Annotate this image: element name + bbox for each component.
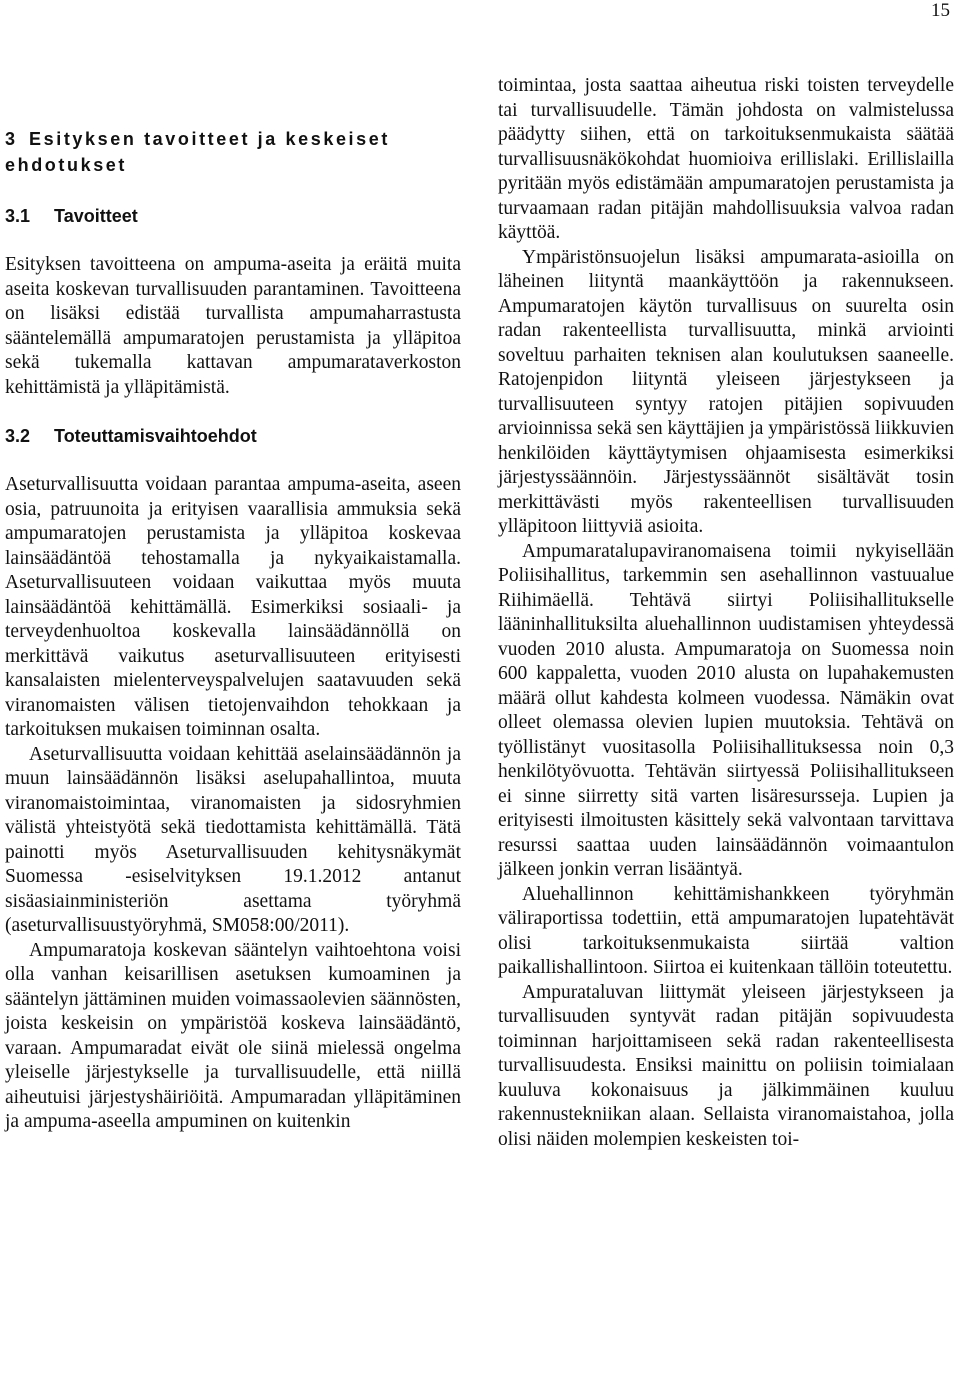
- subsection-number: 3.1: [5, 206, 31, 226]
- paragraph: Ampumaratoja koskevan sääntelyn vaihtoehtona voisi olla vanhan keisarillisen asetuksen kumoaminen ja sääntelyn jättäminen muiden voimassaolevien säännösten, joista keskeisin on ympäristöä koskeva lainsäädäntö, varaan. Ampumaradat eivät ole siinä mielessä ongelma yleiselle järjestykselle ja turvallisuudelle, että niillä aiheutuisi järjestyshäiriöitä. Ampumaradan ylläpitäminen ja ampuma-aseella ampuminen on kuitenkin: [5, 939, 461, 1132]
- paragraph: Ampurataluvan liittymät yleiseen järjestykseen ja turvallisuuden syntyvät radan pitäjän sopivuudesta toiminnan harjoittamiseen sekä radan rakenteellisesta turvallisuudesta. Ensiksi mainittu on poliisin toimialaan kuuluva kokonaisuus ja jälkimmäinen kuuluu rakennustekniikan alaan. Sellaista viranomaistahoa, jolla olisi näiden molempien keskeisten toi-: [498, 981, 954, 1150]
- paragraph: Esityksen tavoitteena on ampuma-aseita ja eräitä muita aseita koskevan turvallisuuden parantaminen. Tavoitteena on lisäksi edistää turvallista ampumaharrastusta sääntelemällä ampumaratojen perustamista ja ylläpitoa sekä tukemalla kattavan ampumarataverkoston kehittämistä ja ylläpitämistä.: [5, 254, 461, 398]
- section-title: Esityksen tavoitteet ja keskeiset ehdotukset: [5, 129, 390, 175]
- paragraph: Ympäristönsuojelun lisäksi ampumarata-asioilla on läheinen liityntä maankäyttöön ja rakennukseen. Ampumaratojen käytön turvallisuus on suurelta osin radan rakenteellista turvallisuutta, minkä arviointi soveltuu parhaiten teknisen alan koulutuksen saaneelle. Ratojenpidon liityntä yleiseen järjestykseen ja turvallisuuteen syntyy ratojen pitäjien sopivuuden arvioinnissa sekä sen käyttäjien ja ympäristössä liikkuvien henkilöiden käyttäytymisen ohjaamisesta esimerkiksi järjestyssäännöin. Järjestyssäännöt sisältävät tosin merkittävästi myös rakenteellisen turvallisuuden ylläpitoon liittyviä asioita.: [498, 246, 954, 537]
- right-column: [498, 74, 954, 1152]
- page-number: 15: [931, 0, 950, 21]
- section-heading: [5, 126, 461, 178]
- paragraph: toimintaa, josta saattaa aiheutua riski toisten terveydelle tai turvallisuudelle. Tämän johdosta on valmistelussa päädytty siihen, että on tarkoituksenmukaista säätää turvallisuusnäkökohdat huomioiva erillislaki. Erillislailla pyritään myös edistämään ampumaratojen perustamista ja turvaamaan radan pitäjän mahdollisuuksia valvoa radan käyttöä.: [498, 75, 954, 243]
- paragraph: Ampumaratalupaviranomaisena toimii nykyisellään Poliisihallitus, tarkemmin sen asehallinnon vastuualue Riihimäellä. Tehtävä siirtyi Poliisihallitukselle lääninhallituksilta aluehallinnon uudistamisen yhteydessä vuoden 2010 alusta. Ampumaratoja on Suomessa noin 600 kappaletta, vuoden 2010 alusta on lupahakemusten määrä ollut kahdesta kolmeen vuodessa. Nämäkin ovat olleet olemassa olevien lupien muutoksia. Tehtävä on työllistänyt vuositasolla Poliisihallituksessa noin 0,3 henkilötyövuotta. Tehtävän siirtyessä Poliisihallitukseen ei sinne siirretty sitä varten lisäresursseja. Lupien ja erityisesti ilmoitusten käsittely sekä valvontaan tarvittava resurssi saattaa uuden lainsäädännön voimaantulon jälkeen jonkin verran lisääntyä.: [498, 540, 954, 880]
- left-column: [5, 126, 461, 1135]
- paragraph: Aluehallinnon kehittämishankkeen työryhmän väliraportissa todettiin, että ampumaratojen lupatehtävät olisi tarkoituksenmukaista siirtää valtion paikallishallintoon. Siirtoa ei kuitenkaan tällöin toteutettu.: [498, 883, 954, 978]
- subsection-heading-options: [5, 424, 461, 448]
- subsection-heading-goals: [5, 204, 461, 228]
- paragraph: Aseturvallisuutta voidaan kehittää aselainsäädännön ja muun lainsäädännön lisäksi aselupahallintoa, muuta viranomaistoimintaa, viranomaisten ja sidosryhmien välistä yhteistyötä sekä tiedottamista kehittämällä. Tätä painotti myös Aseturvallisuuden kehitysnäkymät Suomessa -esiselvityksen 19.1.2012 antanut sisäasiainministeriön asettama työryhmä (aseturvallisuustyöryhmä, SM058:00/2011).: [5, 743, 461, 936]
- subsection-title: Tavoitteet: [54, 206, 138, 226]
- subsection-number: 3.2: [5, 426, 31, 446]
- section-number: 3: [5, 129, 16, 149]
- paragraph: Aseturvallisuutta voidaan parantaa ampuma-aseita, aseen osia, patruunoita ja erityisen vaarallisia ammuksia sekä ampumaratojen perustamista ja ylläpitoa koskevaa lainsäädäntöä tehostamalla ja nykyaikaistamalla. Aseturvallisuuteen voidaan vaikuttaa myös muuta lainsäädäntöä kehittämällä. Esimerkiksi sosiaali- ja terveydenhuoltoa koskevalla lainsäädännöllä on merkittävä vaikutus aseturvallisuuteen erityisesti kansalaisten mielenterveyspalvelujen saatavuuden sekä viranomaisten välisen tietojenvaihdon tehokkaan ja tarkoituksen mukaisen toiminnan osalta.: [5, 474, 461, 740]
- subsection-title: Toteuttamisvaihtoehdot: [54, 426, 257, 446]
